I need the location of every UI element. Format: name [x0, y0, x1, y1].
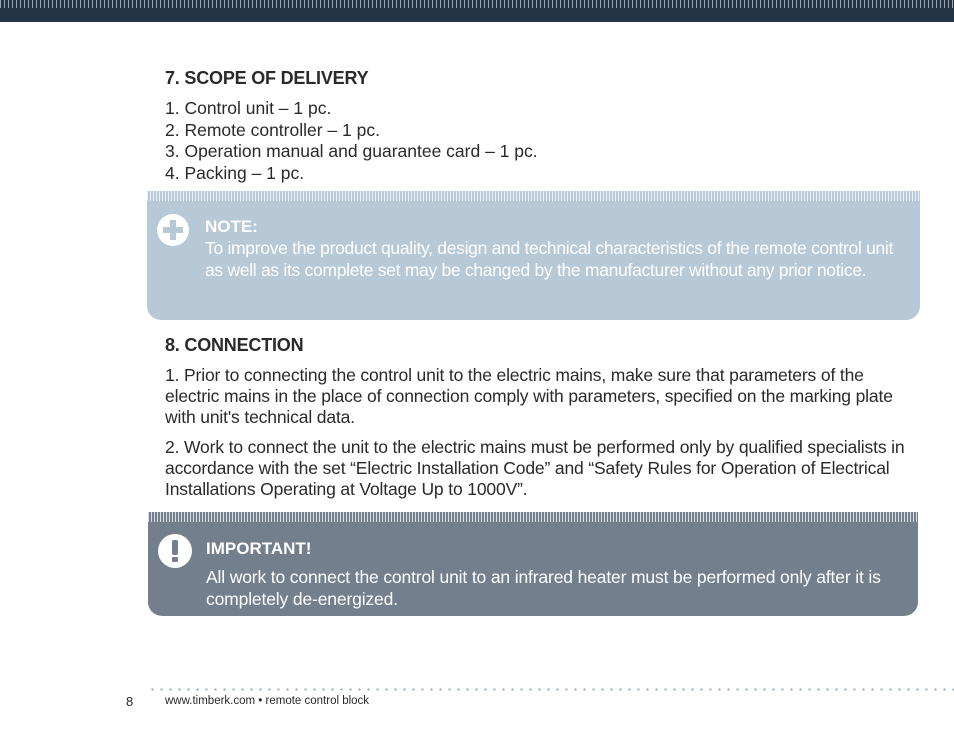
scope-list	[165, 98, 917, 184]
page-number: 8	[126, 694, 134, 709]
list-item: 2. Remote controller – 1 pc.	[165, 119, 380, 140]
note-text: To improve the product quality, design and technical characteristics of the remote control unit as well as its complete set may be changed by the manufacturer without any prior notice.	[205, 238, 894, 280]
connection-heading: 8. CONNECTION	[165, 335, 304, 355]
scope-heading: 7. SCOPE OF DELIVERY	[165, 68, 369, 88]
exclamation-icon	[158, 534, 192, 568]
connection-paragraph-2: 2. Work to connect the unit to the electric mains must be performed only by qualified specialists in accordance with the set “Electric Installation Code” and “Safety Rules for Operation of Electrical Installations Operating at Voltage Up to 1000V”.	[165, 437, 905, 499]
note-title: NOTE:	[205, 217, 258, 236]
connection-section	[165, 335, 917, 500]
plus-icon	[157, 214, 189, 246]
connection-paragraph-1: 1. Prior to connecting the control unit to the electric mains, make sure that parameters of the electric mains in the place of connection comply with parameters, specified on the marking plate with unit's technical data.	[165, 365, 893, 427]
list-item: 3. Operation manual and guarantee card – 1 pc.	[165, 141, 538, 161]
list-item: 4. Packing – 1 pc.	[165, 162, 305, 183]
header-band	[0, 0, 954, 22]
footer-text: www.timberk.com • remote control block	[165, 695, 370, 707]
important-text: All work to connect the control unit to an infrared heater must be performed only after it is completely de-energized.	[206, 567, 881, 609]
important-box	[148, 512, 918, 616]
important-stripe	[148, 512, 918, 522]
scope-of-delivery-section	[165, 68, 917, 184]
important-title: IMPORTANT!	[206, 539, 312, 558]
footer-divider	[148, 688, 954, 691]
note-box	[147, 191, 920, 320]
list-item: 1. Control unit – 1 pc.	[165, 98, 332, 118]
note-stripe	[147, 191, 920, 201]
